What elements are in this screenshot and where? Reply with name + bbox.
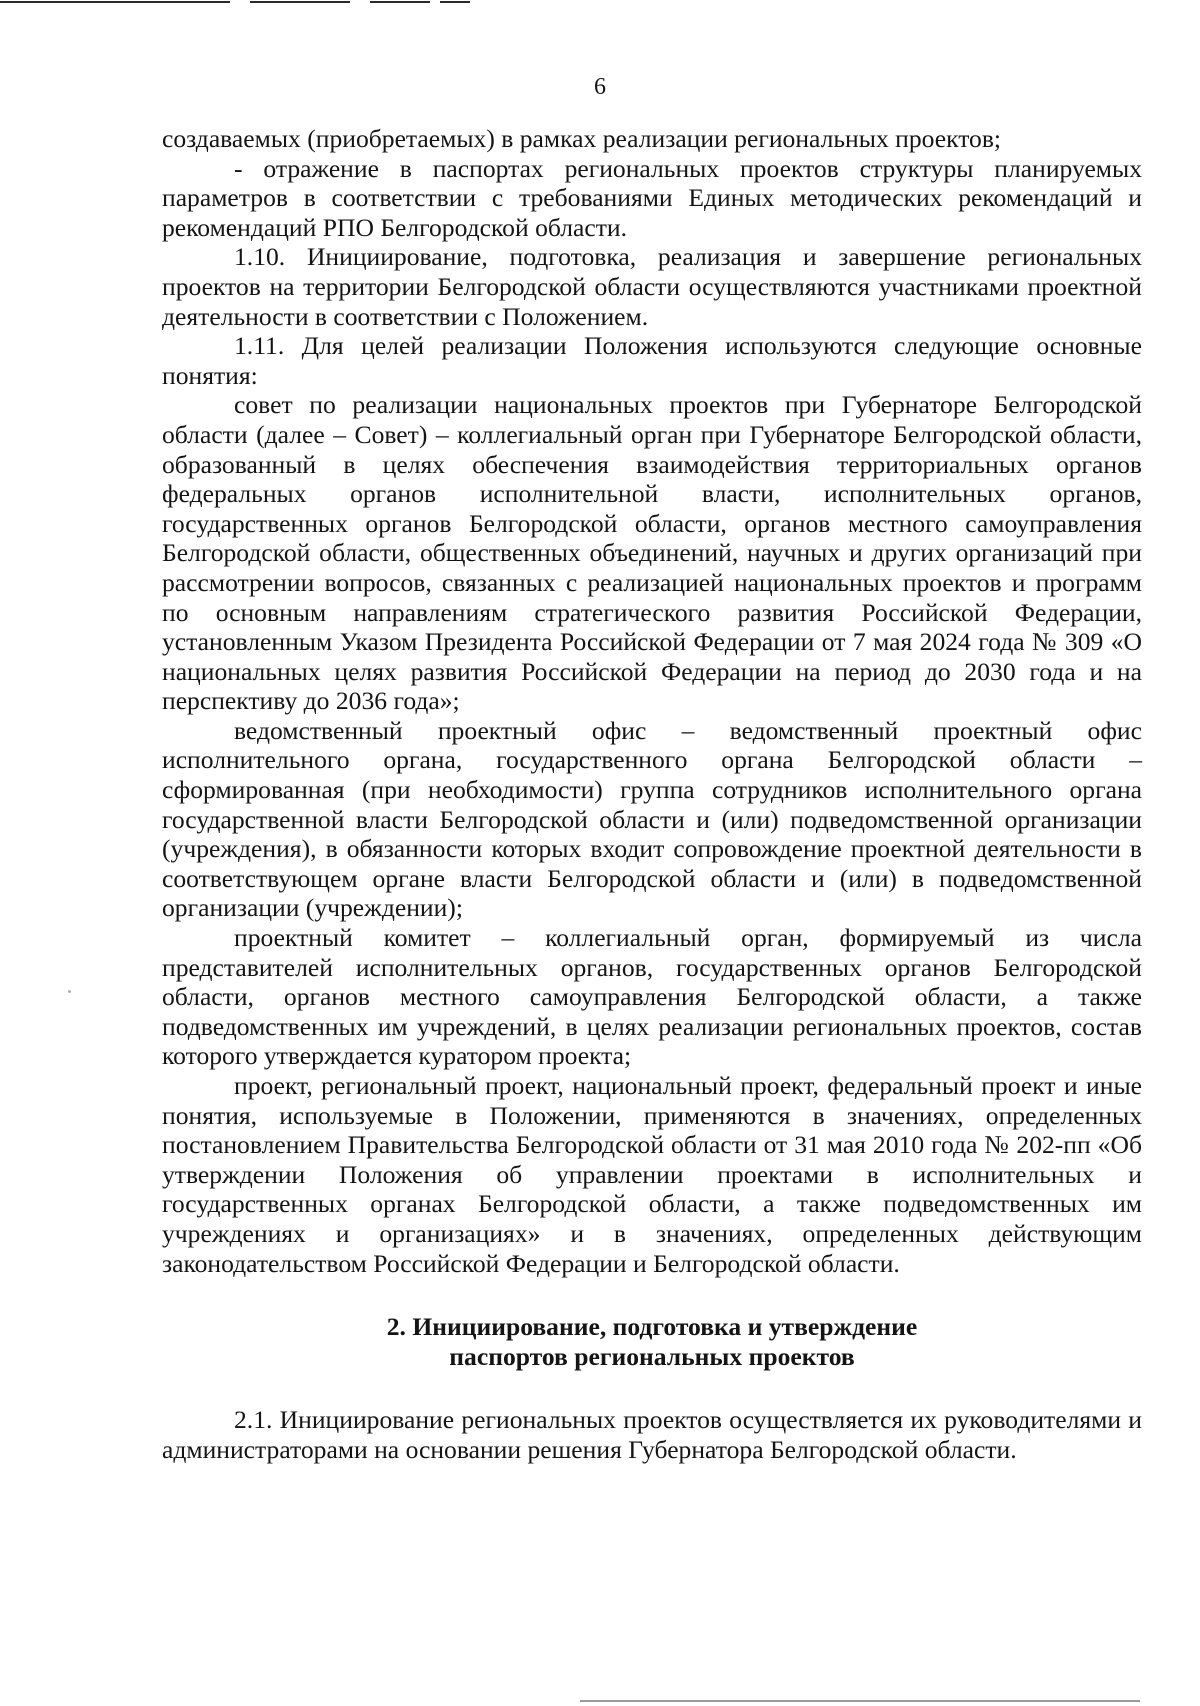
section-2-title bbox=[162, 1312, 1142, 1371]
page-number: 6 bbox=[594, 74, 606, 100]
paragraph-1-11: 1.11. Для целей реализации Положения используются следующие основные понятия: bbox=[162, 331, 1142, 390]
scan-bottom-edge bbox=[580, 1700, 1140, 1702]
section-2-title-line-2: паспортов региональных проектов bbox=[449, 1341, 855, 1371]
definition-other-terms: проект, региональный проект, национальный проект, федеральный проект и иные понятия, используемые в Положении, применяются в значениях, определенных постановлением Правительства Белгородской области от 31 мая 2010 года № 202-пп «Об утверждении Положения об управлении проектами в исполнительных и государственных органах Белгородской области, а также подведомственных им учреждениях и организациях» и в значениях, определенных действующим законодательством Российской Федерации и Белгородской области. bbox=[162, 1071, 1142, 1278]
paragraph-list-item: - отражение в паспортах региональных проектов структуры планируемых параметров в соответствии с требованиями Единых методических рекомендаций и рекомендаций РПО Белгородской области. bbox=[162, 153, 1142, 242]
paragraph-continuation: создаваемых (приобретаемых) в рамках реализации региональных проектов; bbox=[162, 124, 1002, 153]
definition-council: совет по реализации национальных проектов при Губернаторе Белгородской области (далее – Совет) – коллегиальный орган при Губернаторе Белгородской области, образованный в целях обеспечения взаимодействия территориальных органов федеральных органов исполнительной власти, исполнительных органов, государственных органов Белгородской области, органов местного самоуправления Белгородской области, общественных объединений, научных и других организаций при рассмотрении вопросов, связанных с реализацией национальных проектов и программ по основным направлениям стратегического развития Российской Федерации, установленным Указом Президента Российской Федерации от 7 мая 2024 года № 309 «О национальных целях развития Российской Федерации на период до 2030 года и на перспективу до 2036 года»; bbox=[162, 390, 1142, 716]
scan-top-edge bbox=[0, 0, 1200, 6]
definition-project-committee: проектный комитет – коллегиальный орган, формируемый из числа представителей исполнительных органов, государственных органов Белгородской области, органов местного самоуправления Белгородской области, а также подведомственных им учреждений, в целях реализации региональных проектов, состав которого утверждается куратором проекта; bbox=[162, 923, 1142, 1071]
definition-project-office: ведомственный проектный офис – ведомственный проектный офис исполнительного органа, государственного органа Белгородской области – сформированная (при необходимости) группа сотрудников исполнительного органа государственной власти Белгородской области и (или) подведомственной организации (учреждения), в обязанности которых входит сопровождение проектной деятельности в соответствующем органе власти Белгородской области и (или) в подведомственной организации (учреждении); bbox=[162, 715, 1142, 923]
scan-speck bbox=[68, 990, 71, 993]
paragraph-1-10: 1.10. Инициирование, подготовка, реализация и завершение региональных проектов на территории Белгородской области осуществляются участниками проектной деятельности в соответствии с Положением. bbox=[162, 242, 1142, 331]
document-body bbox=[162, 124, 1142, 1465]
paragraph-2-1: 2.1. Инициирование региональных проектов осуществляется их руководителями и администраторами на основании решения Губернатора Белгородской области. bbox=[162, 1405, 1142, 1464]
section-2-title-line-1: 2. Инициирование, подготовка и утверждение bbox=[386, 1312, 918, 1342]
